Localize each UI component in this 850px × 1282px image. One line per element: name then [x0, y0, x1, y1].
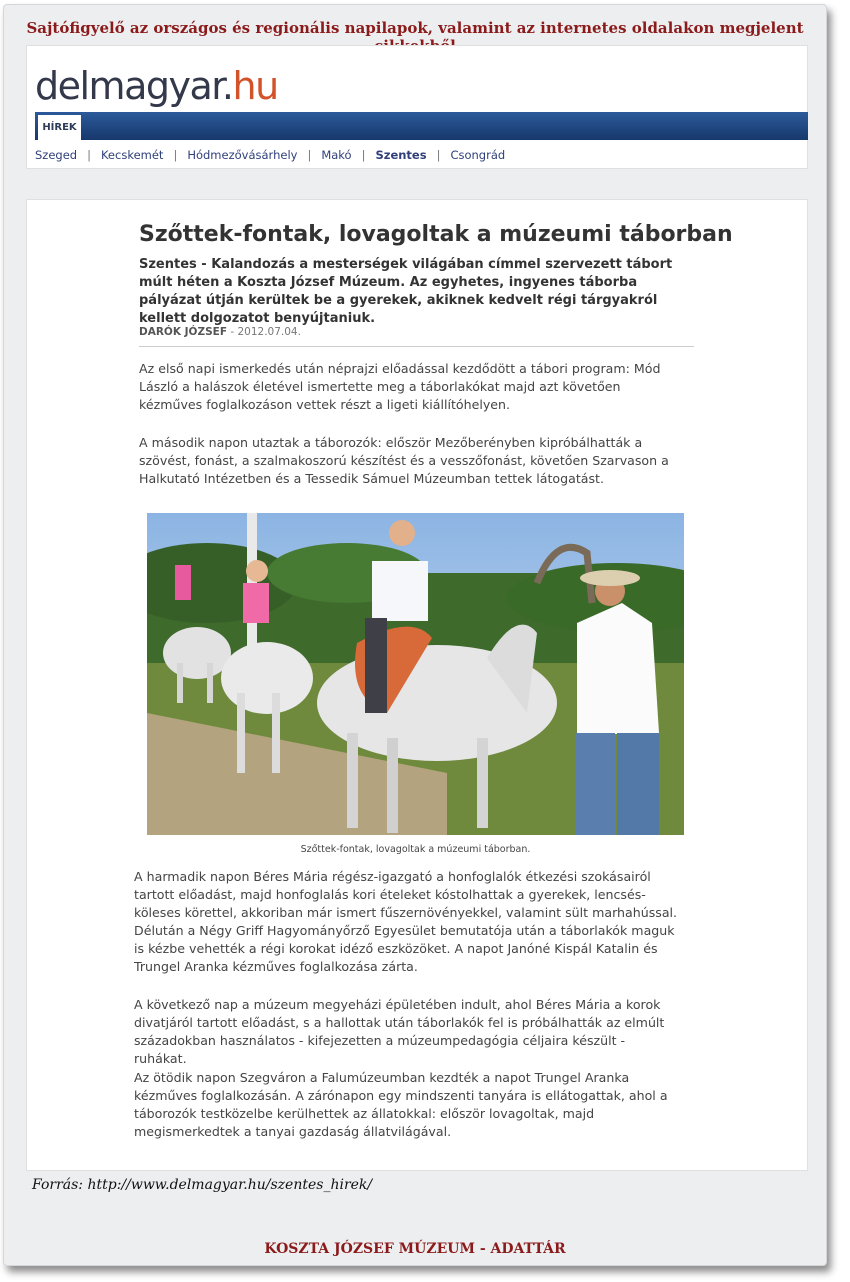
main-navbar — [35, 112, 808, 140]
paragraph-5: Az ötödik napon Szegváron a Falumúzeumban kezdték a napot Trungel Aranka kézműves foglalkozásán. A zárónapon egy mindszenti tanyára is ellátogattak, ahol a táborozók testközelbe kerülhettek az állatokkal: először lovagoltak, majd megismerkedtek a tanyai gazdaság állatvilágával. — [134, 1070, 668, 1139]
subnav-mako[interactable]: Makó — [321, 148, 352, 162]
article-author: DARÓK JÓZSEF — [139, 326, 227, 338]
tab-hirek[interactable]: HÍREK — [38, 115, 81, 140]
subnav-csongrad[interactable]: Csongrád — [450, 148, 506, 162]
site-logo[interactable] — [35, 64, 278, 108]
source-citation: Forrás: http://www.delmagyar.hu/szentes_hirek/ — [32, 1177, 373, 1193]
photo-caption: Szőttek-fontak, lovagoltak a múzeumi táborban. — [300, 844, 531, 855]
article-photo — [147, 513, 684, 835]
paragraph-3: A harmadik napon Béres Mária régész-igazgató a honfoglalók étkezési szokásairól tartott előadást, majd honfoglalás kori ételeket kóstolhattak a gyerekek, lencsés-köleses körettel, akkoriban már ismert fűszernövényekkel, valamint sült marhahússal. Délután a Négy Griff Hagyományőrző Egyesület bemutatója után a táborlakók maguk is kézbe vehették a régi korokat idéző eszközöket. A napot Janóné Kispál Katalin és Trungel Aranka kézműves foglalkozása zárta. — [134, 869, 678, 974]
article-headline: Szőttek-fontak, lovagoltak a múzeumi táborban — [139, 222, 733, 247]
paragraph-2: A második napon utaztak a táborozók: először Mezőberényben kipróbálhatták a szövést, fonást, a szalmakoszorú készítést és a vesszőfonást, követően Szarvason a Halkutató Intézetben és a Tessedik Sámuel Múzeumban tettek látogatást. — [139, 435, 669, 486]
paragraph-1: Az első napi ismerkedés után néprajzi előadással kezdődött a tábori program: Mód László a halászok életével ismertette meg a táborlakókat majd azt követően kézműves foglalkozáson vettek részt a ligeti kiállítóhelyen. — [139, 361, 661, 412]
footer-title: KOSZTA JÓZSEF MÚZEUM - ADATTÁR — [264, 1241, 566, 1257]
subnav-hodmezovasarhely[interactable]: Hódmezővásárhely — [187, 148, 298, 162]
subnav-separator: | — [436, 148, 441, 162]
subnav-separator: | — [87, 148, 91, 162]
city-subnav — [35, 148, 505, 162]
site-header — [26, 45, 808, 169]
page-sheet — [3, 4, 827, 1266]
paragraph-4: A következő nap a múzeum megyeházi épületében indult, ahol Béres Mária a korok divatjáról tartott előadást, s a hallottak után táborlakók fel is próbálhatták az elmúlt századokban használatos - kifejezetten a múzeumpedagógia céljaira készült - ruhákat. — [134, 997, 665, 1066]
subnav-kecskemet[interactable]: Kecskemét — [100, 148, 164, 162]
subnav-separator: | — [173, 148, 178, 162]
subnav-separator: | — [361, 148, 366, 162]
article-date: - 2012.07.04. — [230, 326, 301, 338]
logo-main: delmagyar. — [35, 64, 233, 108]
byline-divider — [139, 346, 694, 347]
banner-title: Sajtófigyelő az országos és regionális napilapok, valamint az internetes oldalakon megjelent — [26, 19, 804, 37]
subnav-separator: | — [307, 148, 312, 162]
article-byline — [139, 326, 301, 338]
article-lead: Szentes - Kalandozás a mesterségek világában címmel szervezett tábort múlt héten a Koszta József Múzeum. Az egyhetes, ingyenes táborba pályázat útján kerültek be a gyerekek, akiknek kedvelt régi tárgyakról kellett dolgozatot benyújtaniuk. — [139, 257, 673, 326]
subnav-szentes[interactable]: Szentes — [375, 148, 427, 162]
subnav-szeged[interactable]: Szeged — [35, 148, 78, 162]
article-card — [26, 199, 808, 1171]
logo-tld: hu — [232, 64, 278, 108]
